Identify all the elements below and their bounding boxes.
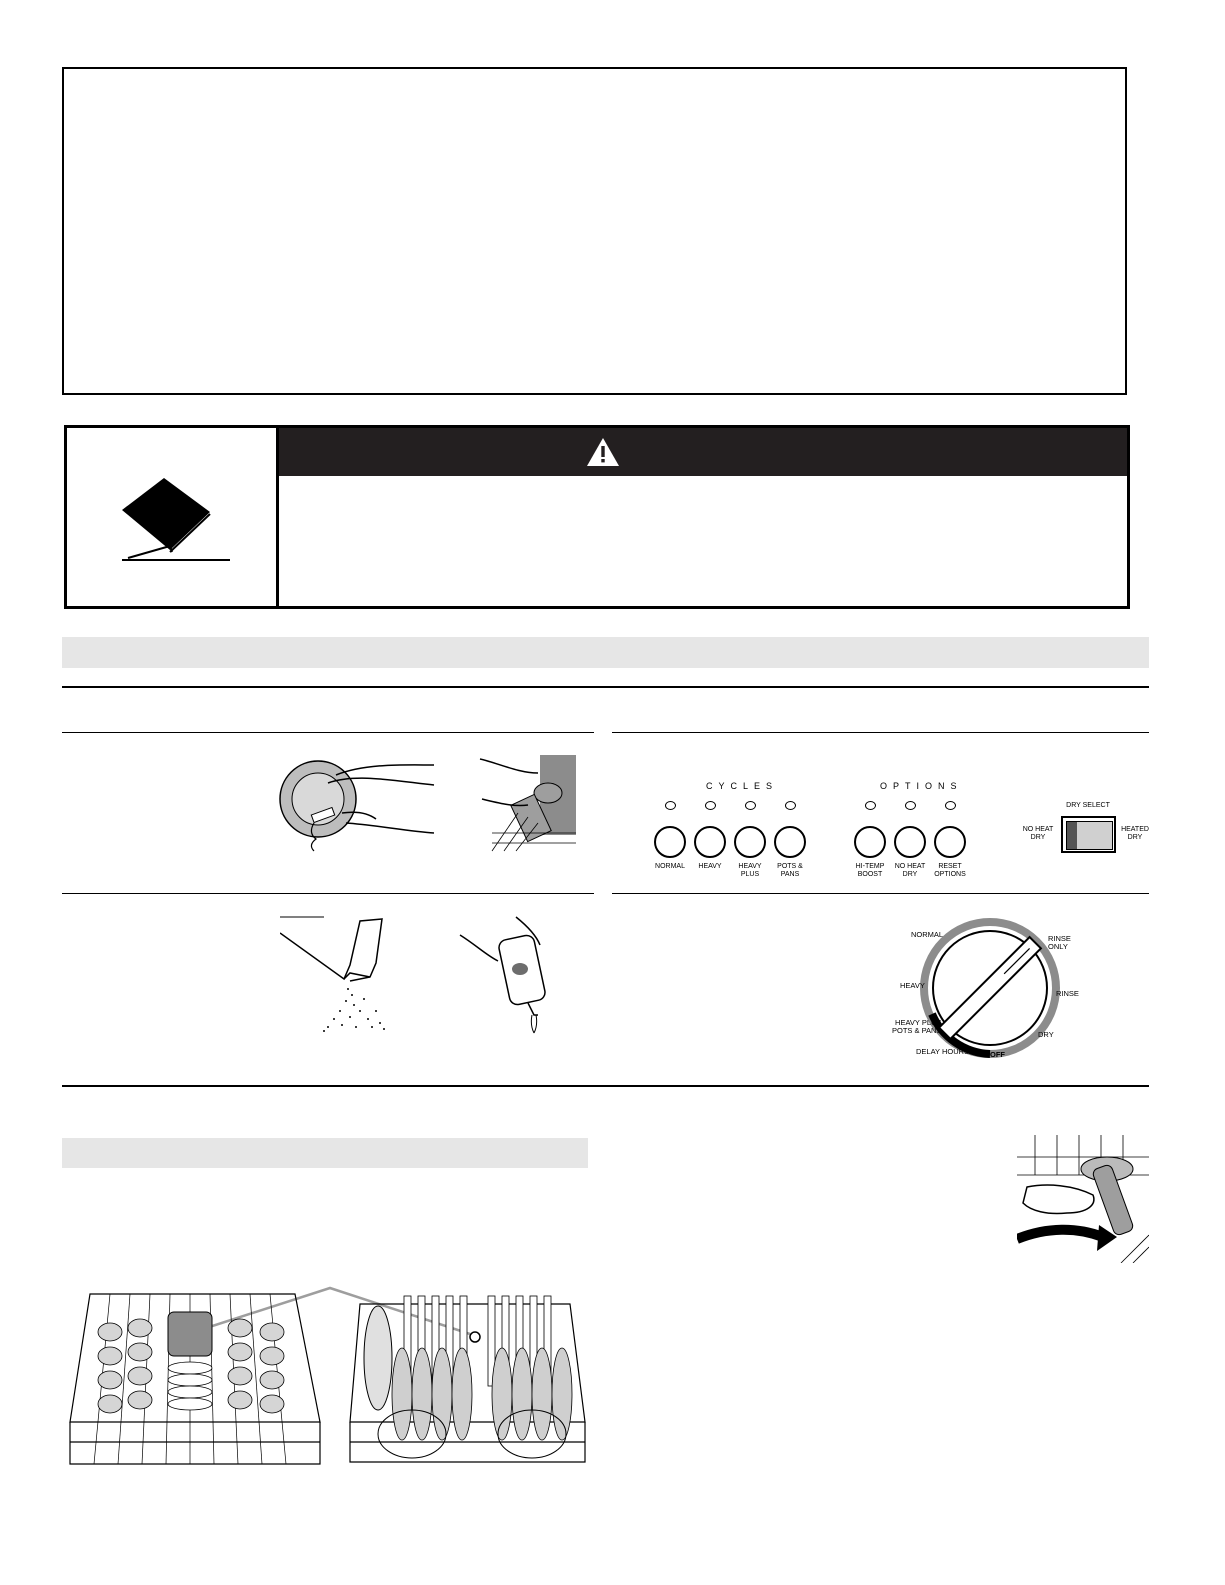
lower-section-bar bbox=[62, 1138, 588, 1168]
dry-select-right-label: HEATED DRY bbox=[1121, 826, 1149, 841]
rule-main-bottom bbox=[62, 1085, 1149, 1087]
rule-left-1 bbox=[62, 732, 594, 733]
tipping-icon bbox=[112, 468, 242, 578]
led-hi-temp bbox=[865, 801, 876, 810]
dry-select-title: DRY SELECT bbox=[1066, 802, 1110, 809]
warning-box bbox=[64, 425, 1130, 609]
dial-normal-label: NORMAL bbox=[911, 930, 944, 939]
dial-rinse-only-label: RINSE ONLY bbox=[1048, 934, 1071, 951]
rack-cups-illustration bbox=[478, 753, 578, 853]
rule-left-2 bbox=[62, 893, 594, 894]
dry-select-left-label: NO HEAT DRY bbox=[1022, 826, 1054, 841]
led-heavy-plus bbox=[745, 801, 756, 810]
dial-off-label: OFF bbox=[990, 1050, 1005, 1059]
no-heat-dry-button[interactable] bbox=[894, 826, 926, 858]
loaded-racks-illustration bbox=[60, 1282, 590, 1472]
hi-temp-boost-button[interactable] bbox=[854, 826, 886, 858]
heavy-button[interactable] bbox=[694, 826, 726, 858]
cycles-heading: CYCLES bbox=[706, 781, 779, 791]
powder-detergent-illustration bbox=[280, 915, 400, 1035]
warning-icon-panel bbox=[67, 428, 279, 606]
led-heavy bbox=[705, 801, 716, 810]
pots-pans-button[interactable] bbox=[774, 826, 806, 858]
section-bar bbox=[62, 637, 1149, 668]
spray-arm-illustration bbox=[1017, 1135, 1149, 1263]
no-heat-dry-label: NO HEAT DRY bbox=[894, 863, 926, 878]
pots-pans-label: POTS & PANS bbox=[777, 863, 803, 878]
led-pots-pans bbox=[785, 801, 796, 810]
dry-select-switch[interactable] bbox=[1061, 816, 1116, 853]
rule-main-top bbox=[62, 686, 1149, 688]
liquid-detergent-illustration bbox=[456, 915, 556, 1035]
normal-label: NORMAL bbox=[655, 863, 685, 870]
led-no-heat-dry bbox=[905, 801, 916, 810]
reset-options-button[interactable] bbox=[934, 826, 966, 858]
top-info-box bbox=[62, 67, 1127, 395]
led-normal bbox=[665, 801, 676, 810]
rule-right-2 bbox=[612, 893, 1149, 894]
heavy-plus-button[interactable] bbox=[734, 826, 766, 858]
dry-select-rocker bbox=[1066, 821, 1113, 850]
hi-temp-boost-label: HI-TEMP BOOST bbox=[855, 863, 885, 878]
rule-right-1 bbox=[612, 732, 1149, 733]
dial-heavy-label: HEAVY bbox=[900, 981, 925, 990]
dial-delay-hours-label: DELAY HOURS bbox=[916, 1047, 970, 1056]
heavy-plus-label: HEAVY PLUS bbox=[738, 863, 762, 878]
dial-rinse-label: RINSE bbox=[1056, 989, 1079, 998]
dial-heavy-plus-label: HEAVY PLUS POTS & PANS bbox=[892, 1018, 942, 1035]
scrape-plate-illustration bbox=[276, 753, 436, 853]
dial-dry-label: DRY bbox=[1038, 1030, 1054, 1039]
warning-triangle-icon bbox=[585, 436, 621, 468]
options-heading: OPTIONS bbox=[880, 781, 963, 791]
warning-header-bar bbox=[279, 428, 1127, 476]
normal-button[interactable] bbox=[654, 826, 686, 858]
led-reset bbox=[945, 801, 956, 810]
reset-options-label: RESET OPTIONS bbox=[934, 863, 966, 878]
heavy-label: HEAVY bbox=[698, 863, 722, 870]
